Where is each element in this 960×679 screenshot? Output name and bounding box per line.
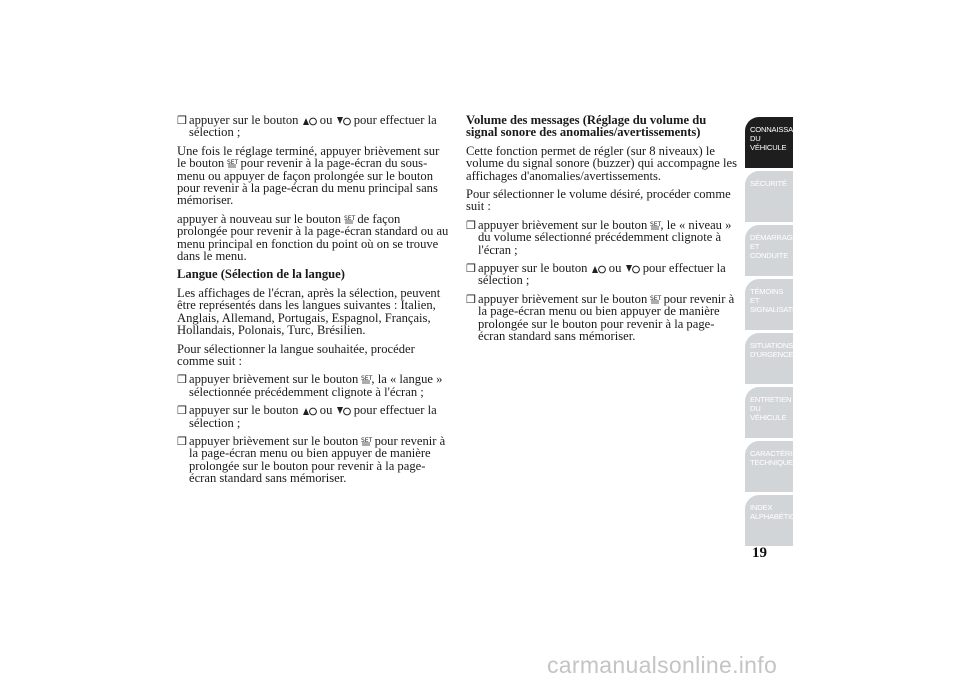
up-button-icon (591, 263, 606, 274)
bullet-item: ❒ appuyer brièvement sur le bouton SET pour revenir à la page-écran menu ou bien appuyer de manière prolongée sur le bouton pour revenir à la page-écran standard sans mémoriser. (177, 433, 446, 486)
bullet-box-icon: ❒ (466, 263, 476, 276)
tab-demarrage-et-conduite[interactable]: DÉMARRAGE ET CONDUITE (745, 225, 793, 276)
menu-button-icon (650, 220, 660, 231)
bullet-item: ❒ appuyer sur le bouton ou pour effectuer la sélection ; (177, 403, 437, 430)
menu-button-icon (650, 294, 660, 305)
svg-text:SET: SET (650, 294, 662, 302)
bullet-box-icon: ❒ (177, 374, 187, 387)
bullet-item: ❒ appuyer brièvement sur le bouton SET , le « niveau » du volume sélectionné précédemment clignote à l'écran ; (466, 217, 732, 257)
bullet-item: ❒ appuyer brièvement sur le bouton SET , la « langue » sélectionnée précédemment clignote à l'écran ; (177, 372, 443, 399)
svg-text:SET: SET (361, 375, 373, 383)
svg-text:SET: SET (344, 214, 356, 222)
up-button-icon (302, 405, 317, 416)
tab-temoins-et-signalisation[interactable]: TÉMOINS ET SIGNALISATION (745, 279, 793, 330)
menu-button-icon (361, 374, 371, 385)
section-heading: Langue (Sélection de la langue) (177, 267, 345, 282)
paragraph: Une fois le réglage terminé, appuyer brièvement sur le bouton SET pour revenir à la page-écran du sous-menu ou appuyer de façon prolongée sur le bouton pour revenir à la page-écran du menu principal sans mémoriser. (177, 143, 440, 208)
paragraph: Cette fonction permet de régler (sur 8 niveaux) le volume du signal sonore (buzzer) qui accompagne les affichages d'anomalies/avertissements. (466, 143, 738, 183)
watermark: carmanualsonline.info (547, 652, 778, 678)
bullet-box-icon: ❒ (177, 115, 187, 127)
section-heading: Volume des messages (Réglage du volume du signal sonore des anomalies/avertissements) (466, 113, 707, 140)
down-button-icon (336, 405, 351, 416)
down-button-icon (625, 263, 640, 274)
chapter-tabs (745, 117, 825, 549)
bullet-box-icon: ❒ (177, 435, 187, 448)
tab-caracteristiques-techniques[interactable]: CARACTÉRISTIQUES TECHNIQUES (745, 441, 793, 492)
menu-button-icon (344, 214, 354, 225)
bullet-item: ❒ appuyer sur le bouton ou pour effectuer la sélection ; (466, 261, 726, 288)
paragraph: Pour sélectionner la langue souhaitée, procéder comme suit : (177, 341, 415, 368)
tab-securite[interactable]: SÉCURITÉ (745, 171, 793, 222)
svg-text:SET: SET (227, 159, 239, 167)
paragraph: appuyer à nouveau sur le bouton SET de façon prolongée pour revenir à la page-écran standard ou au menu principal en fonction du point où on se trouve dans le menu. (177, 211, 449, 264)
up-button-icon (302, 115, 317, 126)
paragraph: Les affichages de l'écran, après la sélection, peuvent être représentés dans les langues suivantes : Italien, Anglais, Allemand, Portugais, Espagnol, Français, Hollandais, Polonais, Turc, Brésilien. (177, 285, 441, 338)
svg-text:SET: SET (361, 436, 373, 444)
svg-text:SET: SET (650, 220, 662, 228)
bullet-box-icon: ❒ (466, 293, 476, 306)
tab-entretien-du-vehicule[interactable]: ENTRETIEN DU VÉHICULE (745, 387, 793, 438)
bullet-item: ❒ appuyer brièvement sur le bouton SET pour revenir à la page-écran menu ou bien appuyer de manière prolongée sur le bouton pour revenir à la page-écran standard sans mémoriser. (466, 291, 735, 344)
paragraph: Pour sélectionner le volume désiré, procéder comme suit : (466, 187, 731, 214)
tab-connaissance-du-vehicule[interactable]: CONNAISSANCE DU VÉHICULE (745, 117, 793, 168)
right-column (466, 114, 738, 349)
bullet-box-icon: ❒ (177, 405, 187, 418)
bullet-item: ❒ appuyer sur le bouton ou pour effectuer la sélection ; (177, 113, 437, 140)
tab-situations-d-urgence[interactable]: SITUATIONS D'URGENCE (745, 333, 793, 384)
bullet-box-icon: ❒ (466, 219, 476, 232)
down-button-icon (336, 115, 351, 126)
page-number: 19 (752, 545, 767, 561)
menu-button-icon (227, 158, 237, 169)
menu-button-icon (361, 436, 371, 447)
left-column (177, 114, 449, 491)
tab-index-alphabetique[interactable]: INDEX ALPHABÉTIQUE (745, 495, 793, 546)
